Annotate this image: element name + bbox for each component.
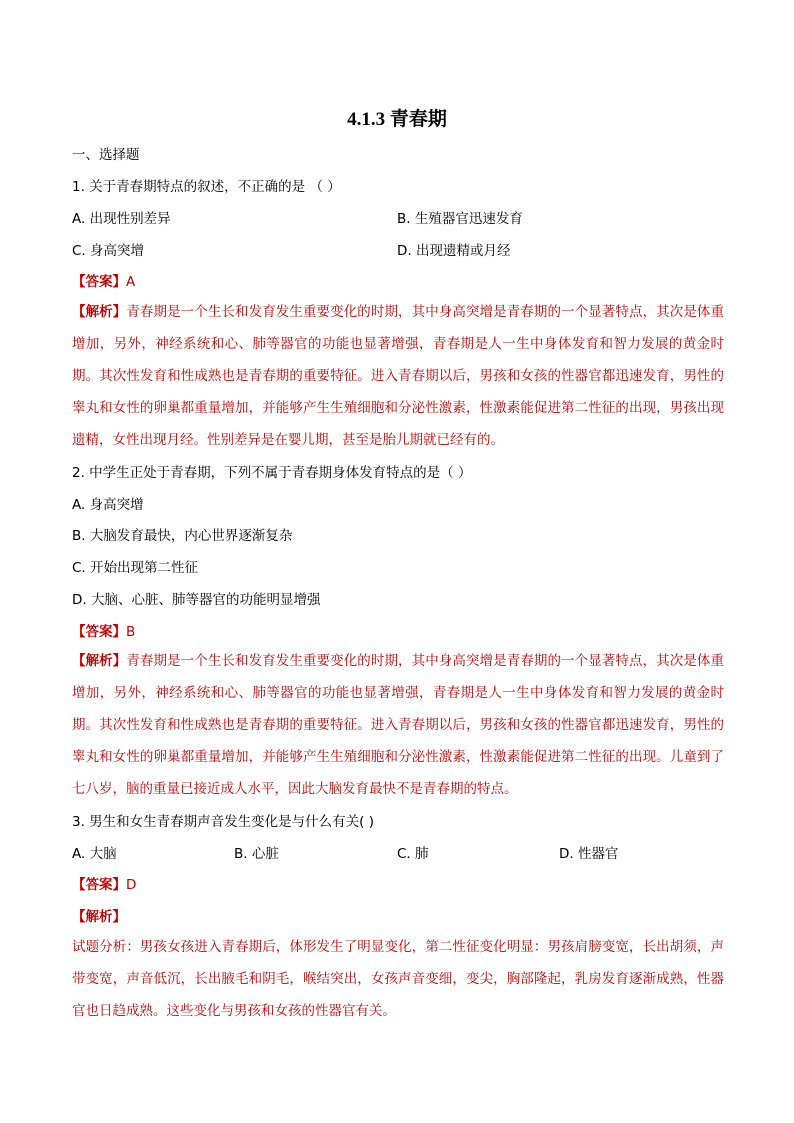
q2-analysis-tag: 【解析】 bbox=[72, 653, 127, 669]
q1-answer bbox=[72, 272, 135, 292]
q2-option-c: C. 开始出现第二性征 bbox=[72, 560, 199, 576]
q2-option-d: D. 大脑、心脏、肺等器官的功能明显增强 bbox=[72, 592, 321, 608]
q3-analysis-text: 试题分析：男孩女孩进入青春期后，体形发生了明显变化，第二性征变化明显：男孩肩膀变宽，长出胡须，声带变宽，声音低沉，长出腋毛和阴毛，喉结突出，女孩声音变细，变尖，胸部隆起，乳房发育逐渐成熟，性器官也日趋成熟。这些变化与男孩和女孩的性器官有关。 bbox=[72, 939, 724, 1019]
q1-option-d: D. 出现遗精或月经 bbox=[397, 243, 511, 259]
q1-analysis bbox=[72, 296, 724, 456]
q1-option-c: C. 身高突增 bbox=[72, 243, 145, 259]
q2-analysis-text: 青春期是一个生长和发育发生重要变化的时期，其中身高突增是青春期的一个显著特点，其次是体重增加，另外，神经系统和心、肺等器官的功能也显著增强，青春期是人一生中身体发育和智力发展的黄金时期。其次性发育和性成熟也是青春期的重要特征。进入青春期以后，男孩和女孩的性器官都迅速发育，男性的睾丸和女性的卵巢都重量增加，并能够产生生殖细胞和分泌性激素，性激素能促进第二性征的出现。儿童到了七八岁，脑的重量已接近成人水平，因此大脑发育最快不是青春期的特点。 bbox=[72, 653, 725, 797]
q1-answer-tag: 【答案】 bbox=[72, 274, 126, 290]
q1-option-b: B. 生殖器官迅速发育 bbox=[397, 211, 523, 227]
q2-answer bbox=[72, 622, 135, 642]
q3-answer-value: D bbox=[126, 877, 137, 893]
q3-option-a: A. 大脑 bbox=[72, 846, 117, 862]
q2-option-b: B. 大脑发育最快，内心世界逐渐复杂 bbox=[72, 528, 293, 544]
q2-answer-value: B bbox=[126, 624, 136, 640]
q3-analysis-heading bbox=[72, 907, 126, 927]
q2-option-a: A. 身高突增 bbox=[72, 497, 144, 513]
q3-answer bbox=[72, 875, 136, 895]
question-3-stem: 3. 男生和女生青春期声音发生变化是与什么有关( ) bbox=[72, 814, 374, 830]
q2-analysis bbox=[72, 645, 724, 805]
q2-answer-tag: 【答案】 bbox=[72, 624, 126, 640]
q3-option-d: D. 性器官 bbox=[559, 846, 619, 862]
q1-answer-value: A bbox=[126, 274, 136, 290]
q3-option-b: B. 心脏 bbox=[234, 846, 279, 862]
page-title: 4.1.3 青春期 bbox=[347, 109, 447, 130]
q3-option-c: C. 肺 bbox=[397, 846, 429, 862]
question-2-stem: 2. 中学生正处于青春期，下列不属于青春期身体发育特点的是（ ） bbox=[72, 465, 472, 481]
question-1-stem: 1. 关于青春期特点的叙述，不正确的是 （ ） bbox=[72, 179, 341, 195]
section-heading: 一、选择题 bbox=[72, 147, 140, 163]
q1-analysis-tag: 【解析】 bbox=[72, 304, 127, 320]
q3-answer-tag: 【答案】 bbox=[72, 877, 126, 893]
q1-option-a: A. 出现性别差异 bbox=[72, 211, 171, 227]
q3-analysis-tag: 【解析】 bbox=[72, 909, 126, 925]
q1-analysis-text: 青春期是一个生长和发育发生重要变化的时期，其中身高突增是青春期的一个显著特点，其次是体重增加，另外，神经系统和心、肺等器官的功能也显著增强，青春期是人一生中身体发育和智力发展的黄金时期。其次性发育和性成熟也是青春期的重要特征。进入青春期以后，男孩和女孩的性器官都迅速发育，男性的睾丸和女性的卵巢都重量增加，并能够产生生殖细胞和分泌性激素，性激素能促进第二性征的出现，男孩出现遗精，女性出现月经。性别差异是在婴儿期，甚至是胎儿期就已经有的。 bbox=[72, 304, 725, 448]
